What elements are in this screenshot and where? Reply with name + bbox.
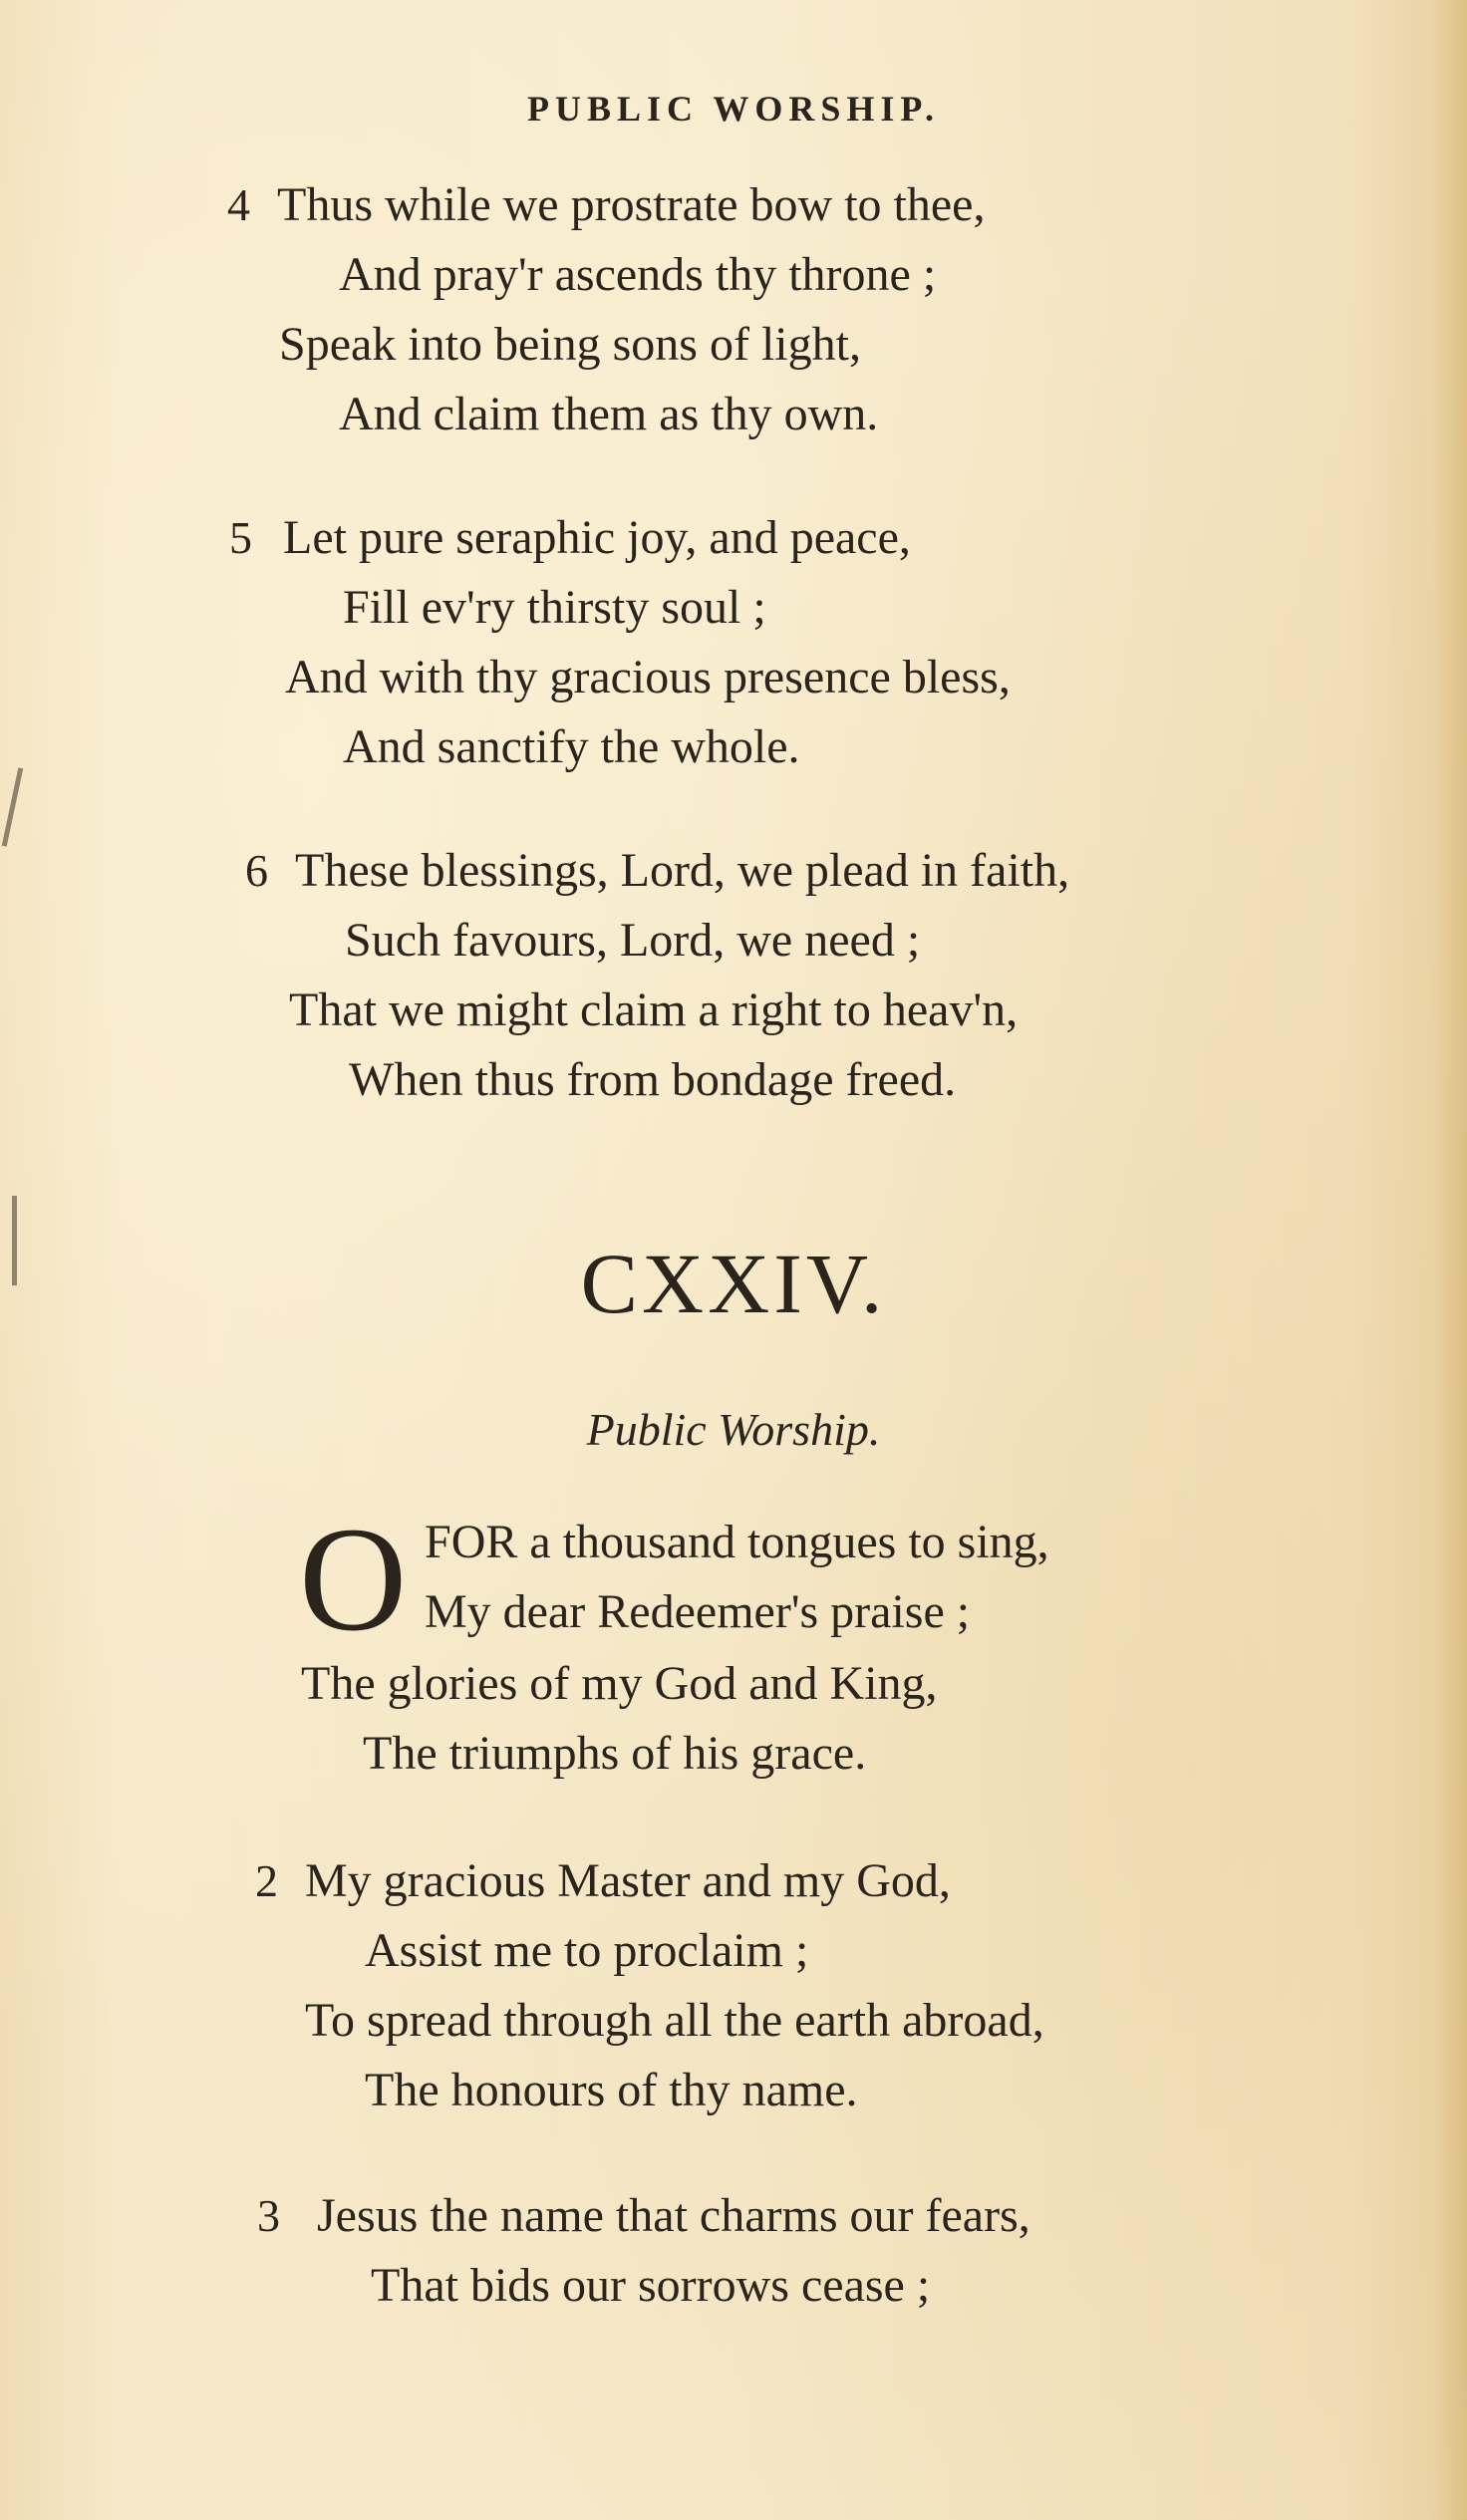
verse-line: Assist me to proclaim ; [365, 1924, 809, 1977]
verse-line: That we might claim a right to heav'n, [289, 983, 1019, 1036]
verse-line: FOR a thousand tongues to sing, [425, 1516, 1049, 1568]
stanza-number: 6 [245, 845, 268, 896]
hymn-number: CXXIV. [580, 1236, 887, 1331]
verse-line: My dear Redeemer's praise ; [425, 1585, 971, 1638]
verse-line: The glories of my God and King, [301, 1657, 938, 1710]
verse-line: And with thy gracious presence bless, [285, 651, 1011, 703]
verse-line: The triumphs of his grace. [363, 1727, 867, 1780]
hymn-title: Public Worship. [586, 1404, 881, 1455]
stanza-number: 3 [257, 2190, 280, 2241]
verse-line: Such favours, Lord, we need ; [345, 914, 921, 967]
stanza-number: 4 [227, 179, 250, 230]
running-header: PUBLIC WORSHIP. [526, 89, 941, 129]
verse-line: And pray'r ascends thy throne ; [339, 248, 937, 301]
verse-line: These blessings, Lord, we plead in faith, [295, 844, 1070, 897]
verse-line: Speak into being sons of light, [279, 318, 861, 371]
drop-cap: O [299, 1497, 408, 1662]
margin-mark-top [2, 767, 24, 846]
verse-line: Thus while we prostrate bow to thee, [277, 178, 986, 231]
verse-line: My gracious Master and my God, [305, 1854, 951, 1907]
verse-line: The honours of thy name. [365, 2064, 858, 2116]
verse-line: To spread through all the earth abroad, [305, 1994, 1044, 2047]
verse-line: And sanctify the whole. [343, 720, 800, 773]
verse-line: Jesus the name that charms our fears, [317, 2189, 1030, 2242]
stanza-number: 2 [255, 1855, 278, 1906]
verse-line: That bids our sorrows cease ; [371, 2259, 931, 2312]
verse-line: Fill ev'ry thirsty soul ; [343, 581, 766, 634]
verse-line: Let pure seraphic joy, and peace, [283, 511, 911, 564]
stanza-number: 5 [229, 512, 252, 563]
verse-line: And claim them as thy own. [339, 388, 879, 440]
verse-line: When thus from bondage freed. [349, 1053, 957, 1106]
